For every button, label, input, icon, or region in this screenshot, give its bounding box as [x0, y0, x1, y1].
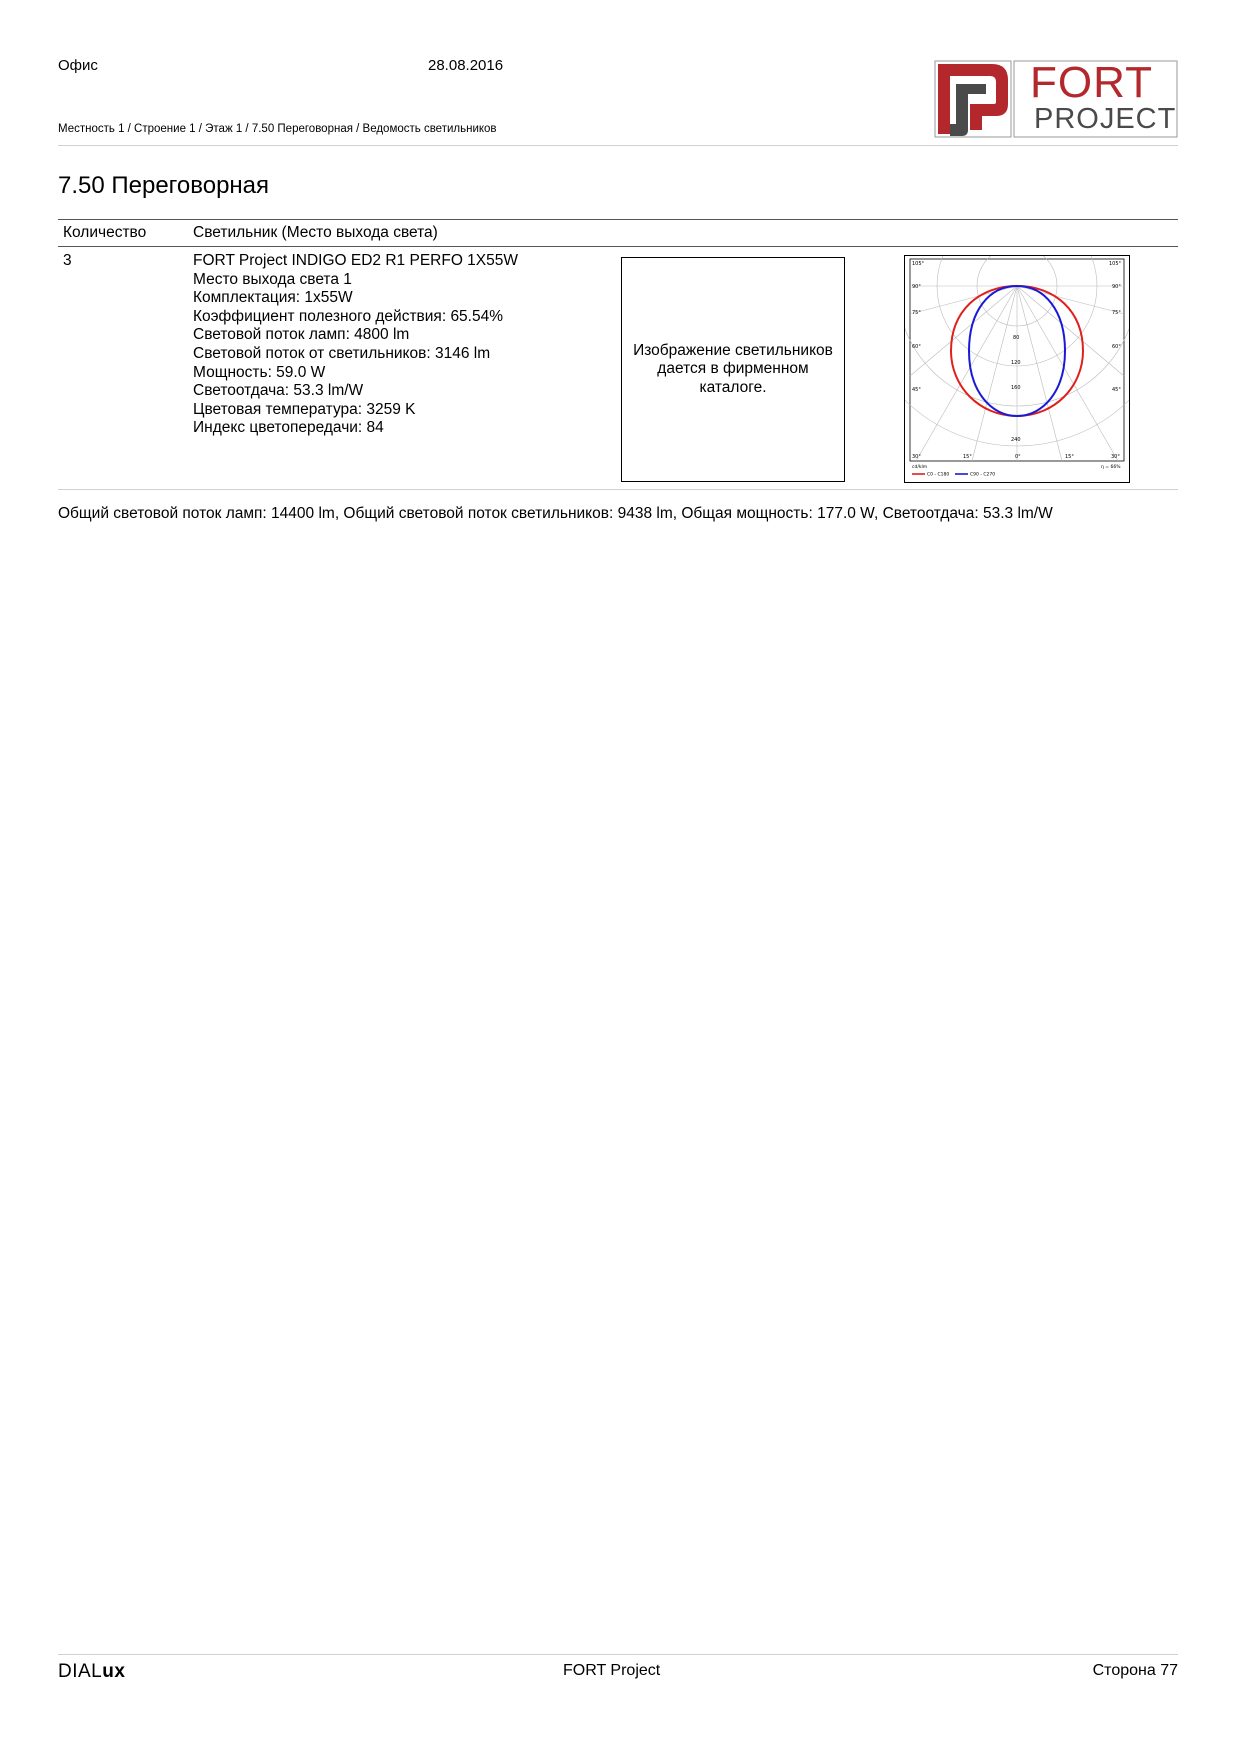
image-placeholder-text: Изображение светильников дается в фирменном каталоге. [633, 341, 833, 396]
luminaire-image-placeholder [621, 257, 845, 482]
page-number: Сторона 77 [1092, 1662, 1178, 1679]
table-header-rule [58, 246, 1178, 247]
angle-label: 105° [1109, 261, 1122, 267]
bottom-angle-label: 30° [912, 454, 921, 460]
legend-unit: cd/klm [912, 465, 928, 470]
page-title: 7.50 Переговорная [58, 172, 270, 199]
bottom-angle-label: 15° [963, 454, 972, 460]
angle-label: 75° [1112, 310, 1121, 316]
footer-divider [58, 1654, 1178, 1655]
radial-label: 120 [1011, 360, 1021, 366]
angle-label: 60° [912, 344, 921, 350]
legend-c0: C0 - C180 [927, 472, 950, 478]
light-distribution-diagram [904, 255, 1130, 483]
angle-label: 60° [1112, 344, 1121, 350]
color-rendering-index: Индекс цветопередачи: 84 [193, 419, 384, 437]
angle-label: 105° [912, 261, 925, 267]
project-name: Офис [58, 57, 98, 74]
footer-company: FORT Project [563, 1662, 661, 1679]
bottom-angle-label: 0° [1015, 454, 1021, 460]
header-divider [58, 145, 1178, 146]
power: Мощность: 59.0 W [193, 363, 326, 381]
radial-label: 80 [1013, 335, 1020, 341]
color-temperature: Цветовая температура: 3259 K [193, 400, 416, 418]
dialux-logo [58, 1661, 125, 1683]
report-date: 28.08.2016 [428, 57, 504, 74]
column-header-quantity: Количество [63, 224, 147, 241]
logo-text-project: PROJECT [1034, 103, 1177, 135]
dialux-logo-prefix: DIAL [58, 1661, 103, 1682]
angle-label: 75° [912, 310, 921, 316]
table-bottom-rule [58, 489, 1178, 490]
logo-text-fort: FORT [1030, 58, 1153, 107]
angle-label: 45° [1112, 387, 1121, 393]
luminaire-details [193, 252, 603, 438]
bottom-angle-label: 15° [1065, 454, 1074, 460]
bottom-angle-label: 30° [1111, 454, 1120, 460]
luminaire-name: FORT Project INDIGO ED2 R1 PERFO 1X55W [193, 252, 519, 269]
luminous-efficacy: Светоотдача: 53.3 lm/W [193, 382, 364, 400]
angle-label: 90° [1112, 284, 1121, 290]
angle-label: 90° [912, 284, 921, 290]
column-header-luminaire: Светильник (Место выхода света) [193, 224, 438, 241]
summary-line: Общий световой поток ламп: 14400 lm, Общий световой поток светильников: 9438 lm, Общая мощность: 177.0 W, Светоотдача: 53.3 lm/W [58, 505, 1053, 522]
breadcrumb: Местность 1 / Строение 1 / Этаж 1 / 7.50 Переговорная / Ведомость светильников [58, 123, 497, 135]
company-logo [934, 60, 1178, 138]
radial-label: 160 [1011, 385, 1021, 391]
efficiency-label: η = 66% [1101, 465, 1121, 470]
quantity-cell: 3 [63, 252, 72, 269]
lamp-flux: Световой поток ламп: 4800 lm [193, 326, 410, 344]
luminaire-flux: Световой поток от светильников: 3146 lm [193, 344, 491, 362]
dialux-logo-suffix: ux [102, 1661, 126, 1682]
radial-label: 240 [1011, 437, 1021, 443]
efficiency: Коэффициент полезного действия: 65.54% [193, 307, 504, 325]
legend-c90: C90 - C270 [970, 472, 996, 478]
angle-label: 45° [912, 387, 921, 393]
equipment: Комплектация: 1x55W [193, 289, 353, 307]
table-top-rule [58, 219, 1178, 220]
light-exit: Место выхода света 1 [193, 270, 352, 288]
polar-diagram-icon [905, 256, 1129, 482]
